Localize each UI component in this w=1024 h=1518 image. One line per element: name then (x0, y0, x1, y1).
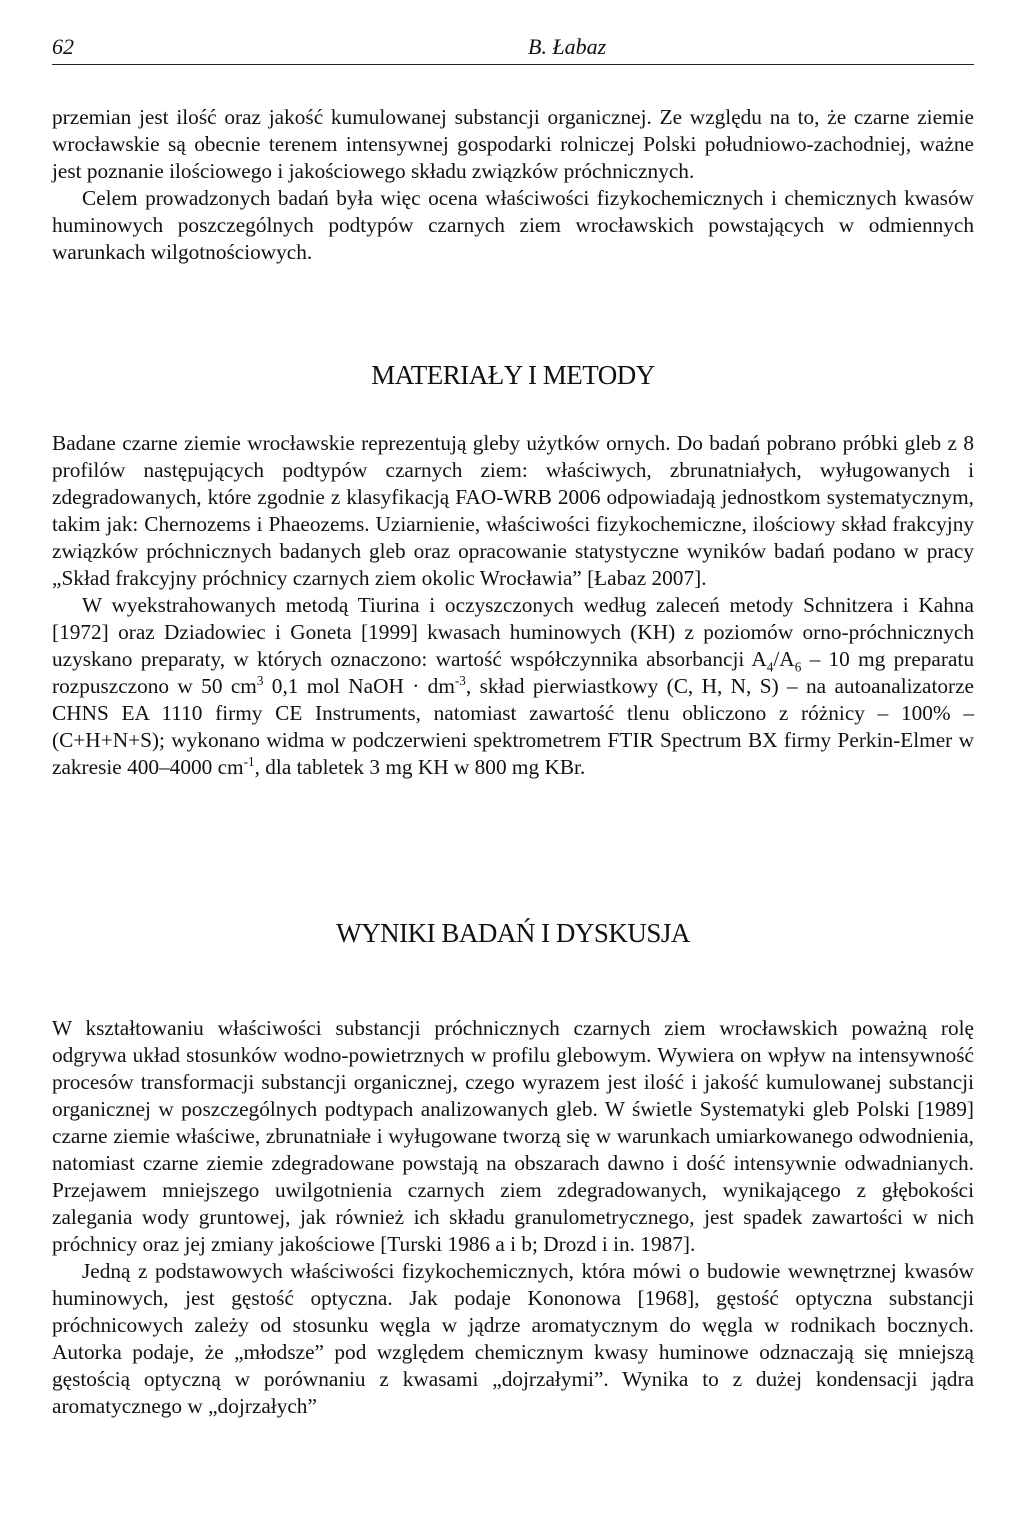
intro-section (52, 104, 974, 266)
results-section (52, 1015, 974, 1420)
page-number: 62 (52, 34, 74, 59)
running-header (52, 30, 974, 65)
materials-section (52, 430, 974, 781)
superscript: -3 (454, 672, 466, 688)
paragraph: Badane czarne ziemie wrocławskie reprezentują gleby użytków ornych. Do badań pobrano próbki gleb z 8 profilów następujących podtypów czarnych ziem: właściwych, zbrunatniałych, wyługowanych i zdegradowanych, które zgodnie z klasyfikacją FAO-WRB 2006 odpowiadają jednostkom systematycznym, takim jak: Chernozems i Phaeozems. Uziarnienie, właściwości fizykochemiczne, ilościowy skład frakcyjny związków próchnicznych badanych gleb oraz opracowanie statystyczne wyników badań podano w pracy „Skład frakcyjny próchnicy czarnych ziem okolic Wrocławia” [Łabaz 2007]. (52, 431, 974, 590)
text-run: , skład pierwiastkowy (C, H, N, S) – na autoanalizatorze CHNS EA 1110 firmy CE Instruments, natomiast zawartość tlenu obliczono z różnicy – 100% – (C+H+N+S); wykonano widma w podczerwieni spektrometrem FTIR Spectrum BX firmy Perkin-Elmer w zakresie 400–4000 cm (52, 674, 975, 779)
text-run: , dla tabletek 3 mg KH w 800 mg KBr. (254, 755, 586, 779)
superscript: -1 (243, 753, 255, 769)
text-run: 0,1 mol NaOH · dm (263, 674, 455, 698)
section-heading-materials: MATERIAŁY I METODY (371, 360, 655, 390)
subscript: 6 (794, 659, 802, 675)
text-run: W wyekstrahowanych metodą Tiurina i oczyszczonych według zaleceń metody Schnitzera i Kahna [1972] oraz Dziadowiec i Goneta [1999] kwasach huminowych (KH) z poziomów orno-próchnicznych uzyskano preparaty, w których oznaczono: wartość współczynnika absorbancji A (52, 593, 974, 671)
subscript: 4 (766, 659, 774, 675)
paragraph: przemian jest ilość oraz jakość kumulowanej substancji organicznej. Ze względu na to, że czarne ziemie wrocławskie są obecnie terenem intensywnej gospodarki rolniczej Polski południowo-zachodniej, ważne jest poznanie ilościowego i jakościowego składu związków próchnicznych. (52, 105, 974, 183)
paragraph: Jedną z podstawowych właściwości fizykochemicznych, która mówi o budowie wewnętrznej kwasów huminowych, jest gęstość optyczna. Jak podaje Kononowa [1968], gęstość optyczna substancji próchnicowych zależy od stosunku węgla w jądrze aromatycznym do węgla w rodnikach bocznych. Autorka podaje, że „młodsze” pod względem chemicznym kwasy huminowe odznaczają się mniejszą gęstością optyczną w porównaniu z kwasami „dojrzałymi”. Wynika to z dużej kondensacji jądra aromatycznego w „dojrzałych” (52, 1259, 974, 1418)
superscript: 3 (256, 672, 264, 688)
text-run: – 10 mg preparatu rozpuszczono w 50 cm (52, 647, 974, 698)
paragraph: W kształtowaniu właściwości substancji próchnicznych czarnych ziem wrocławskich poważną rolę odgrywa układ stosunków wodno-powietrznych w profilu glebowym. Wywiera on wpływ na intensywność procesów transformacji substancji organicznej, czego wyrazem jest ilość i jakość kumulowanej substancji organicznej w poszczególnych podtypach analizowanych gleb. W świetle Systematyki gleb Polski [1989] czarne ziemie właściwe, zbrunatniałe i wyługowane tworzą się w warunkach umiarkowanego odwodnienia, natomiast czarne ziemie zdegradowane powstają na obszarach dawno i dość intensywnie odwadnianych. Przejawem mniejszego uwilgotnienia czarnych ziem zdegradowanych, wynikającego z głębokości zalegania wody gruntowej, jak również ich składu granulometrycznego, jest spadek zawartości w nich próchnicy oraz jej zmiany jakościowe [Turski 1986 a i b; Drozd i in. 1987]. (52, 1016, 974, 1256)
text-run: /A (773, 647, 795, 671)
paragraph: Celem prowadzonych badań była więc ocena właściwości fizykochemicznych i chemicznych kwasów huminowych poszczególnych podtypów czarnych ziem wrocławskich powstających w odmiennych warunkach wilgotnościowych. (52, 186, 974, 264)
section-heading-results: WYNIKI BADAŃ I DYSKUSJA (336, 918, 690, 948)
running-author: B. Łabaz (528, 34, 607, 59)
paragraph (52, 592, 974, 781)
